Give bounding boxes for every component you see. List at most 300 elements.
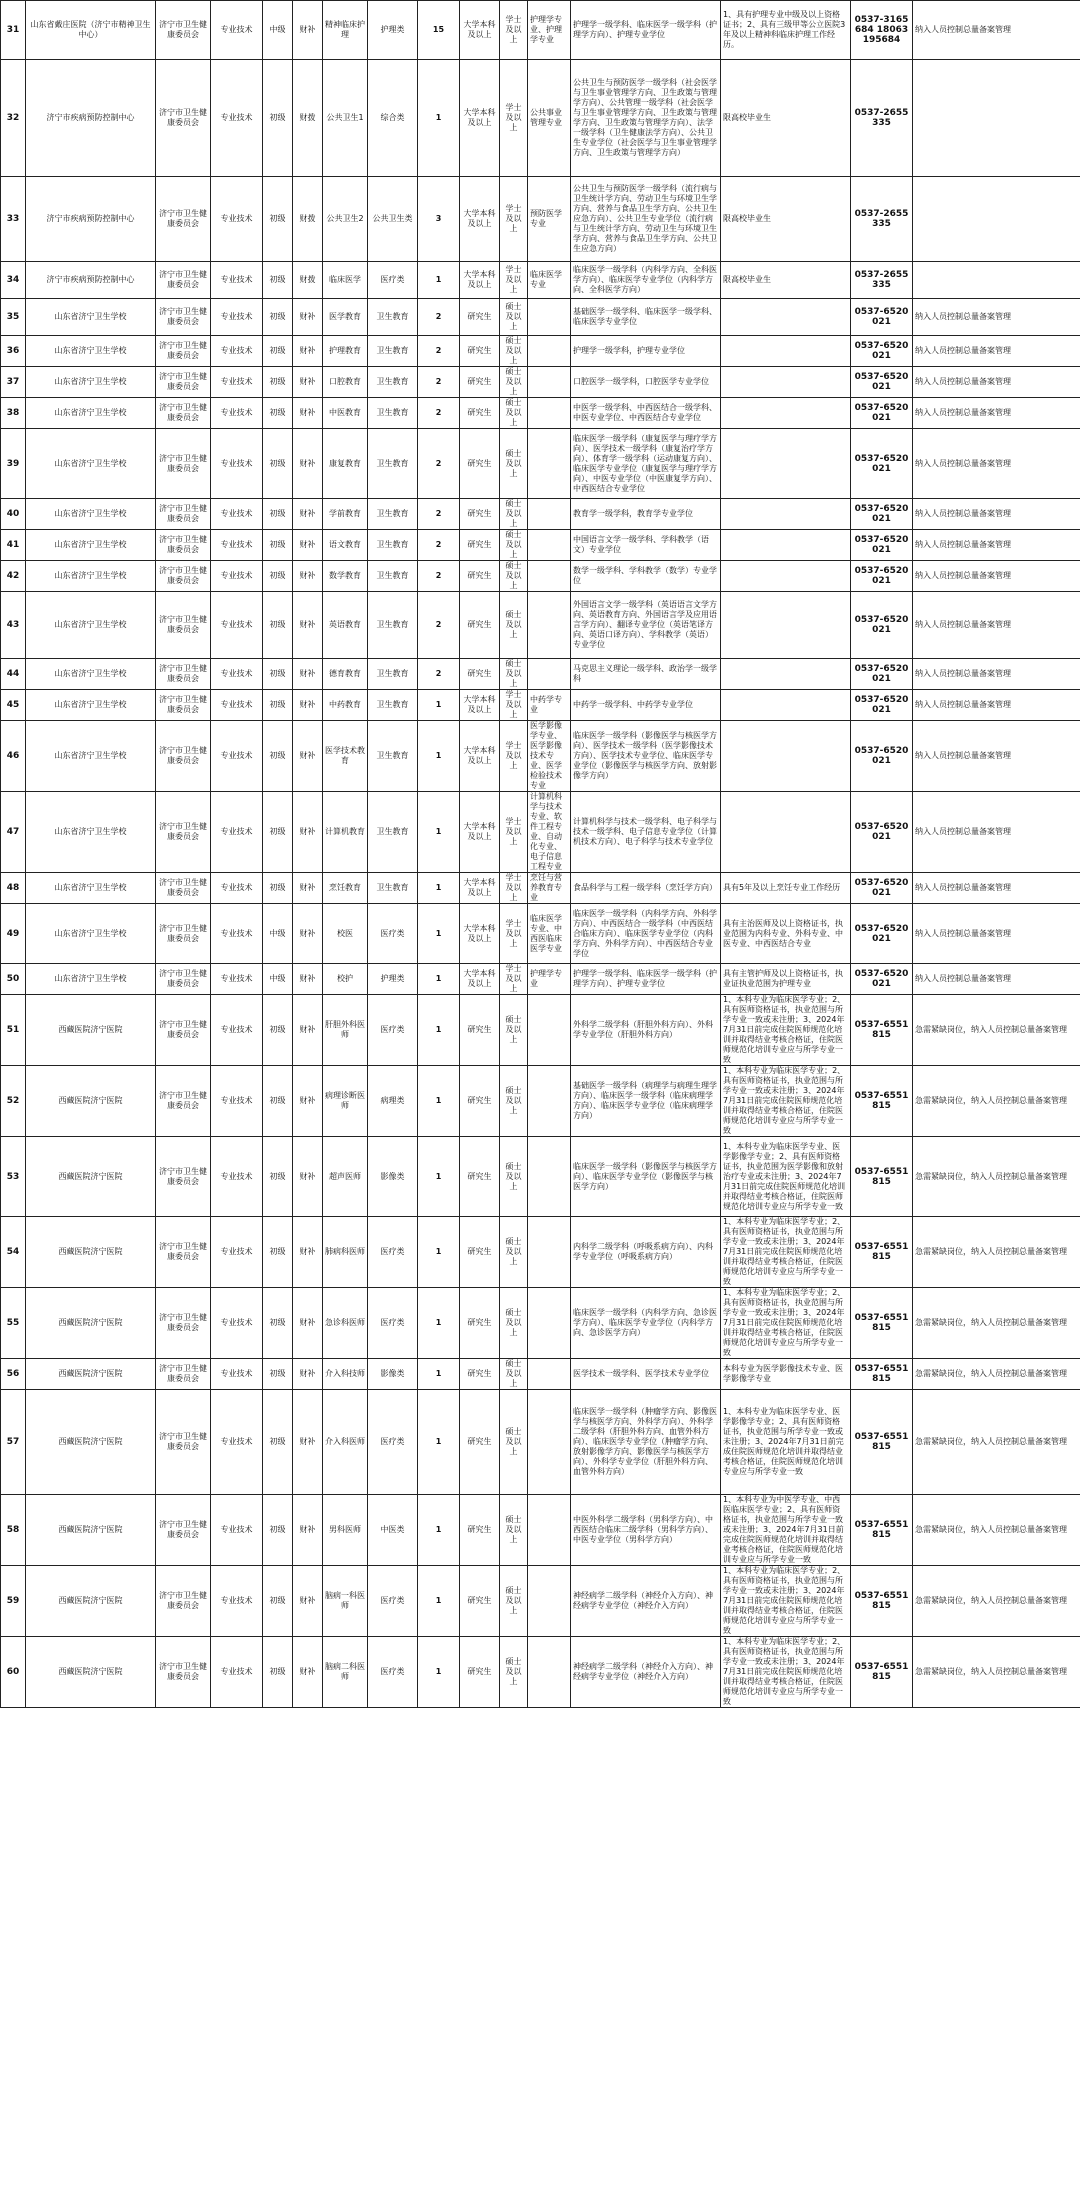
table-row: [1, 1288, 1080, 1359]
cell-grad-major: 马克思主义理论一级学科、政治学一级学科: [571, 659, 721, 690]
cell-contact-phone: 0537-6551815: [851, 1390, 913, 1495]
cell-post-type: 影像类: [368, 1137, 418, 1217]
cell-hire-count: 1: [418, 1359, 460, 1390]
cell-funding-type: 财补: [293, 1359, 323, 1390]
cell-department: 济宁市卫生健康委员会: [156, 659, 211, 690]
cell-post-level: 初级: [263, 1137, 293, 1217]
cell-unit-name: 山东省济宁卫生学校: [26, 530, 156, 561]
cell-post-type: 卫生教育: [368, 499, 418, 530]
cell-hire-count: 1: [418, 1495, 460, 1566]
cell-post-type: 卫生教育: [368, 429, 418, 499]
cell-row-number: 44: [1, 659, 26, 690]
cell-contact-phone: 0537-6520021: [851, 499, 913, 530]
cell-other-requirements: 1、本科专业为临床医学专业；2、具有医师资格证书，执业范围与所学专业一致或未注册；3、2024年7月31日前完成住院医师规范化培训并取得结业考核合格证，住院医师规范化培训专业应与所学专业一致: [721, 995, 851, 1066]
cell-degree: 硕士及以上: [500, 1359, 528, 1390]
cell-contact-phone: 0537-6551815: [851, 1288, 913, 1359]
cell-post-category: 专业技术: [211, 1066, 263, 1137]
cell-contact-phone: 0537-6551815: [851, 1495, 913, 1566]
cell-row-number: 50: [1, 964, 26, 995]
cell-post-level: 初级: [263, 262, 293, 299]
cell-row-number: 43: [1, 592, 26, 659]
cell-degree: 学士及以上: [500, 873, 528, 904]
cell-undergrad-major: [528, 1137, 571, 1217]
cell-contact-phone: 0537-6520021: [851, 873, 913, 904]
cell-remarks: 纳入人员控制总量备案管理: [913, 721, 1080, 792]
cell-remarks: 纳入人员控制总量备案管理: [913, 592, 1080, 659]
table-row: [1, 1066, 1080, 1137]
cell-education: 研究生: [460, 592, 500, 659]
cell-department: 济宁市卫生健康委员会: [156, 995, 211, 1066]
cell-grad-major: 口腔医学一级学科，口腔医学专业学位: [571, 367, 721, 398]
cell-contact-phone: 0537-6520021: [851, 659, 913, 690]
cell-undergrad-major: [528, 1495, 571, 1566]
cell-post-category: 专业技术: [211, 1390, 263, 1495]
cell-post-category: 专业技术: [211, 561, 263, 592]
cell-post-category: 专业技术: [211, 964, 263, 995]
cell-post-type: 护理类: [368, 964, 418, 995]
table-body: [1, 1, 1080, 1708]
cell-unit-name: 山东省济宁卫生学校: [26, 792, 156, 873]
cell-hire-count: 1: [418, 873, 460, 904]
cell-post-name: 中医教育: [323, 398, 368, 429]
table-row: [1, 873, 1080, 904]
cell-education: 研究生: [460, 659, 500, 690]
cell-education: 研究生: [460, 1566, 500, 1637]
cell-other-requirements: 1、本科专业为临床医学专业、医学影像学专业；2、具有医师资格证书，执业范围为医学影像和放射治疗专业或未注册；3、2024年7月31日前完成住院医师规范化培训并取得结业考核合格证，住院医师规范化培训专业应与所学专业一致: [721, 1137, 851, 1217]
cell-department: 济宁市卫生健康委员会: [156, 592, 211, 659]
cell-contact-phone: 0537-6520021: [851, 561, 913, 592]
cell-row-number: 57: [1, 1390, 26, 1495]
cell-undergrad-major: [528, 367, 571, 398]
cell-post-name: 公共卫生2: [323, 177, 368, 262]
cell-hire-count: 1: [418, 1566, 460, 1637]
cell-row-number: 54: [1, 1217, 26, 1288]
cell-degree: 硕士及以上: [500, 995, 528, 1066]
cell-post-name: 介入科技师: [323, 1359, 368, 1390]
cell-unit-name: 山东省济宁卫生学校: [26, 964, 156, 995]
cell-post-type: 卫生教育: [368, 792, 418, 873]
table-row: [1, 429, 1080, 499]
cell-post-type: 中医类: [368, 1495, 418, 1566]
cell-department: 济宁市卫生健康委员会: [156, 367, 211, 398]
cell-row-number: 59: [1, 1566, 26, 1637]
cell-grad-major: 教育学一级学科，教育学专业学位: [571, 499, 721, 530]
cell-education: 研究生: [460, 1637, 500, 1708]
cell-undergrad-major: 医学影像学专业、医学影像技术专业、医学检验技术专业: [528, 721, 571, 792]
cell-remarks: 急需紧缺岗位，纳入人员控制总量备案管理: [913, 1217, 1080, 1288]
table-row: [1, 1, 1080, 60]
table-row: [1, 659, 1080, 690]
cell-row-number: 33: [1, 177, 26, 262]
cell-department: 济宁市卫生健康委员会: [156, 792, 211, 873]
cell-department: 济宁市卫生健康委员会: [156, 1390, 211, 1495]
cell-post-category: 专业技术: [211, 1, 263, 60]
cell-grad-major: 外科学二级学科（肝胆外科方向）、外科学专业学位（肝胆外科方向）: [571, 995, 721, 1066]
cell-row-number: 48: [1, 873, 26, 904]
cell-undergrad-major: 公共事业管理专业: [528, 60, 571, 177]
cell-row-number: 49: [1, 904, 26, 964]
cell-other-requirements: 具有主管护师及以上资格证书，执业证执业范围为护理专业: [721, 964, 851, 995]
cell-undergrad-major: [528, 659, 571, 690]
cell-post-type: 卫生教育: [368, 398, 418, 429]
cell-education: 大学本科及以上: [460, 1, 500, 60]
cell-degree: 硕士及以上: [500, 398, 528, 429]
cell-post-type: 公共卫生类: [368, 177, 418, 262]
table-row: [1, 262, 1080, 299]
cell-hire-count: 1: [418, 1288, 460, 1359]
cell-hire-count: 1: [418, 1066, 460, 1137]
cell-other-requirements: 1、本科专业为临床医学专业；2、具有医师资格证书，执业范围与所学专业一致或未注册；3、2024年7月31日前完成住院医师规范化培训并取得结业考核合格证，住院医师规范化培训专业应与所学专业一致: [721, 1637, 851, 1708]
cell-funding-type: 财拨: [293, 262, 323, 299]
cell-grad-major: 中医外科学二级学科（男科学方向）、中西医结合临床二级学科（男科学方向）、中医专业学位（男科学方向）: [571, 1495, 721, 1566]
cell-unit-name: 济宁市疾病预防控制中心: [26, 177, 156, 262]
cell-post-category: 专业技术: [211, 262, 263, 299]
cell-grad-major: 临床医学一级学科（肿瘤学方向、影像医学与核医学方向、外科学方向）、外科学二级学科（肝胆外科方向、血管外科方向）、临床医学专业学位（肿瘤学方向、放射影像学方向、影像医学与核医学方向）、外科学专业学位（肝胆外科方向、血管外科方向）: [571, 1390, 721, 1495]
cell-post-name: 语文教育: [323, 530, 368, 561]
cell-grad-major: 数学一级学科、学科教学（数学）专业学位: [571, 561, 721, 592]
cell-unit-name: 山东省济宁卫生学校: [26, 429, 156, 499]
cell-post-level: 初级: [263, 690, 293, 721]
cell-remarks: 纳入人员控制总量备案管理: [913, 299, 1080, 336]
cell-remarks: 纳入人员控制总量备案管理: [913, 429, 1080, 499]
cell-education: 大学本科及以上: [460, 721, 500, 792]
cell-degree: 硕士及以上: [500, 561, 528, 592]
cell-post-level: 中级: [263, 1, 293, 60]
cell-post-category: 专业技术: [211, 1637, 263, 1708]
cell-other-requirements: 具有5年及以上烹饪专业工作经历: [721, 873, 851, 904]
cell-education: 研究生: [460, 1137, 500, 1217]
cell-row-number: 51: [1, 995, 26, 1066]
cell-row-number: 38: [1, 398, 26, 429]
cell-post-name: 超声医师: [323, 1137, 368, 1217]
cell-funding-type: 财补: [293, 367, 323, 398]
cell-row-number: 42: [1, 561, 26, 592]
cell-department: 济宁市卫生健康委员会: [156, 530, 211, 561]
cell-row-number: 40: [1, 499, 26, 530]
cell-row-number: 34: [1, 262, 26, 299]
cell-post-level: 初级: [263, 177, 293, 262]
cell-post-level: 初级: [263, 659, 293, 690]
cell-grad-major: 临床医学一级学科（内科学方向、急诊医学方向）、临床医学专业学位（内科学方向、急诊医学方向）: [571, 1288, 721, 1359]
cell-remarks: 急需紧缺岗位，纳入人员控制总量备案管理: [913, 1637, 1080, 1708]
cell-department: 济宁市卫生健康委员会: [156, 1, 211, 60]
cell-funding-type: 财补: [293, 904, 323, 964]
cell-unit-name: 山东省济宁卫生学校: [26, 367, 156, 398]
cell-unit-name: 西藏医院济宁医院: [26, 1495, 156, 1566]
cell-row-number: 58: [1, 1495, 26, 1566]
cell-hire-count: 2: [418, 299, 460, 336]
cell-post-category: 专业技术: [211, 995, 263, 1066]
cell-degree: 硕士及以上: [500, 1137, 528, 1217]
cell-contact-phone: 0537-6520021: [851, 429, 913, 499]
cell-unit-name: 济宁市疾病预防控制中心: [26, 262, 156, 299]
cell-post-name: 脑病一科医师: [323, 1566, 368, 1637]
cell-post-category: 专业技术: [211, 904, 263, 964]
cell-other-requirements: 1、本科专业为临床医学专业；2、具有医师资格证书，执业范围与所学专业一致或未注册；3、2024年7月31日前完成住院医师规范化培训并取得结业考核合格证，住院医师规范化培训专业应与所学专业一致: [721, 1066, 851, 1137]
cell-post-category: 专业技术: [211, 429, 263, 499]
cell-post-name: 介入科医师: [323, 1390, 368, 1495]
cell-hire-count: 15: [418, 1, 460, 60]
cell-post-type: 卫生教育: [368, 367, 418, 398]
cell-degree: 硕士及以上: [500, 1390, 528, 1495]
cell-post-type: 卫生教育: [368, 561, 418, 592]
table-row: [1, 792, 1080, 873]
cell-post-name: 临床医学: [323, 262, 368, 299]
cell-row-number: 46: [1, 721, 26, 792]
table-row: [1, 530, 1080, 561]
table-row: [1, 1137, 1080, 1217]
cell-department: 济宁市卫生健康委员会: [156, 873, 211, 904]
cell-post-name: 病理诊断医师: [323, 1066, 368, 1137]
cell-contact-phone: 0537-6520021: [851, 299, 913, 336]
cell-degree: 硕士及以上: [500, 299, 528, 336]
cell-hire-count: 1: [418, 964, 460, 995]
table-row: [1, 1637, 1080, 1708]
cell-post-level: 初级: [263, 398, 293, 429]
cell-degree: 硕士及以上: [500, 592, 528, 659]
cell-post-level: 中级: [263, 904, 293, 964]
cell-hire-count: 1: [418, 1137, 460, 1217]
cell-grad-major: 医学技术一级学科、医学技术专业学位: [571, 1359, 721, 1390]
cell-unit-name: 山东省济宁卫生学校: [26, 904, 156, 964]
cell-degree: 学士及以上: [500, 792, 528, 873]
cell-row-number: 47: [1, 792, 26, 873]
cell-department: 济宁市卫生健康委员会: [156, 904, 211, 964]
cell-unit-name: 西藏医院济宁医院: [26, 1066, 156, 1137]
cell-post-type: 护理类: [368, 1, 418, 60]
cell-undergrad-major: [528, 1566, 571, 1637]
cell-contact-phone: 0537-6520021: [851, 690, 913, 721]
cell-unit-name: 山东省济宁卫生学校: [26, 659, 156, 690]
cell-post-category: 专业技术: [211, 499, 263, 530]
cell-post-category: 专业技术: [211, 1566, 263, 1637]
cell-other-requirements: 限高校毕业生: [721, 60, 851, 177]
cell-education: 研究生: [460, 1288, 500, 1359]
cell-contact-phone: 0537-6520021: [851, 367, 913, 398]
cell-post-type: 医疗类: [368, 904, 418, 964]
cell-unit-name: 西藏医院济宁医院: [26, 1217, 156, 1288]
cell-post-name: 男科医师: [323, 1495, 368, 1566]
cell-remarks: 纳入人员控制总量备案管理: [913, 499, 1080, 530]
cell-post-level: 初级: [263, 367, 293, 398]
cell-undergrad-major: [528, 1217, 571, 1288]
cell-unit-name: 西藏医院济宁医院: [26, 1288, 156, 1359]
cell-degree: 硕士及以上: [500, 1288, 528, 1359]
cell-education: 大学本科及以上: [460, 873, 500, 904]
cell-undergrad-major: [528, 561, 571, 592]
cell-post-name: 脑病二科医师: [323, 1637, 368, 1708]
cell-education: 研究生: [460, 530, 500, 561]
cell-remarks: 纳入人员控制总量备案管理: [913, 1, 1080, 60]
cell-row-number: 55: [1, 1288, 26, 1359]
cell-other-requirements: [721, 721, 851, 792]
cell-post-category: 专业技术: [211, 530, 263, 561]
cell-post-name: 德育教育: [323, 659, 368, 690]
cell-remarks: 纳入人员控制总量备案管理: [913, 530, 1080, 561]
cell-post-category: 专业技术: [211, 690, 263, 721]
cell-post-level: 初级: [263, 299, 293, 336]
cell-post-level: 初级: [263, 792, 293, 873]
cell-unit-name: 山东省济宁卫生学校: [26, 336, 156, 367]
table-row: [1, 336, 1080, 367]
cell-contact-phone: 0537-3165684 18063195684: [851, 1, 913, 60]
cell-post-name: 肺病科医师: [323, 1217, 368, 1288]
cell-department: 济宁市卫生健康委员会: [156, 177, 211, 262]
cell-hire-count: 2: [418, 398, 460, 429]
cell-post-name: 肝胆外科医师: [323, 995, 368, 1066]
cell-degree: 硕士及以上: [500, 530, 528, 561]
cell-grad-major: 基础医学一级学科（病理学与病理生理学方向）、临床医学一级学科（临床病理学方向）、临床医学专业学位（临床病理学方向）: [571, 1066, 721, 1137]
cell-remarks: 急需紧缺岗位，纳入人员控制总量备案管理: [913, 1066, 1080, 1137]
cell-funding-type: 财拨: [293, 177, 323, 262]
cell-unit-name: 山东省济宁卫生学校: [26, 561, 156, 592]
cell-contact-phone: 0537-6551815: [851, 1066, 913, 1137]
cell-undergrad-major: [528, 429, 571, 499]
cell-contact-phone: 0537-6520021: [851, 904, 913, 964]
table-row: [1, 367, 1080, 398]
cell-post-category: 专业技术: [211, 592, 263, 659]
cell-post-name: 校护: [323, 964, 368, 995]
cell-row-number: 41: [1, 530, 26, 561]
cell-hire-count: 2: [418, 561, 460, 592]
cell-contact-phone: 0537-6520021: [851, 398, 913, 429]
cell-other-requirements: 具有主治医师及以上资格证书，执业范围为内科专业、外科专业、中医专业、中西医结合专业: [721, 904, 851, 964]
cell-degree: 硕士及以上: [500, 1495, 528, 1566]
cell-post-level: 初级: [263, 1495, 293, 1566]
cell-other-requirements: [721, 530, 851, 561]
cell-post-category: 专业技术: [211, 1495, 263, 1566]
cell-post-type: 卫生教育: [368, 721, 418, 792]
cell-education: 研究生: [460, 1217, 500, 1288]
cell-grad-major: 内科学二级学科（呼吸系病方向）、内科学专业学位（呼吸系病方向）: [571, 1217, 721, 1288]
cell-degree: 硕士及以上: [500, 1637, 528, 1708]
cell-post-level: 初级: [263, 1066, 293, 1137]
cell-other-requirements: [721, 367, 851, 398]
cell-row-number: 37: [1, 367, 26, 398]
cell-funding-type: 财补: [293, 792, 323, 873]
cell-remarks: 急需紧缺岗位，纳入人员控制总量备案管理: [913, 1495, 1080, 1566]
cell-remarks: 急需紧缺岗位，纳入人员控制总量备案管理: [913, 1390, 1080, 1495]
cell-hire-count: 3: [418, 177, 460, 262]
cell-degree: 硕士及以上: [500, 1566, 528, 1637]
cell-unit-name: 山东省济宁卫生学校: [26, 299, 156, 336]
cell-funding-type: 财补: [293, 336, 323, 367]
cell-education: 大学本科及以上: [460, 60, 500, 177]
cell-contact-phone: 0537-6520021: [851, 336, 913, 367]
cell-row-number: 52: [1, 1066, 26, 1137]
cell-unit-name: 山东省济宁卫生学校: [26, 721, 156, 792]
cell-contact-phone: 0537-6551815: [851, 995, 913, 1066]
cell-remarks: 纳入人员控制总量备案管理: [913, 873, 1080, 904]
table-row: [1, 561, 1080, 592]
cell-post-type: 医疗类: [368, 1566, 418, 1637]
cell-hire-count: 2: [418, 659, 460, 690]
cell-unit-name: 西藏医院济宁医院: [26, 1137, 156, 1217]
cell-degree: 学士及以上: [500, 690, 528, 721]
cell-post-level: 初级: [263, 1390, 293, 1495]
cell-post-type: 医疗类: [368, 1288, 418, 1359]
cell-undergrad-major: [528, 1066, 571, 1137]
cell-post-level: 初级: [263, 60, 293, 177]
cell-unit-name: 山东省济宁卫生学校: [26, 499, 156, 530]
cell-remarks: 急需紧缺岗位，纳入人员控制总量备案管理: [913, 1288, 1080, 1359]
table-row: [1, 995, 1080, 1066]
cell-education: 研究生: [460, 1390, 500, 1495]
cell-department: 济宁市卫生健康委员会: [156, 60, 211, 177]
cell-grad-major: 公共卫生与预防医学一级学科（流行病与卫生统计学方向、劳动卫生与环境卫生学方向、营养与食品卫生学方向、公共卫生应急方向）、公共卫生专业学位（流行病与卫生统计学方向、劳动卫生与环境卫生学方向、营养与食品卫生学方向、公共卫生应急方向）: [571, 177, 721, 262]
cell-post-type: 卫生教育: [368, 690, 418, 721]
cell-post-type: 医疗类: [368, 262, 418, 299]
cell-degree: 学士及以上: [500, 904, 528, 964]
cell-grad-major: 中药学一级学科、中药学专业学位: [571, 690, 721, 721]
cell-post-category: 专业技术: [211, 659, 263, 690]
cell-post-type: 卫生教育: [368, 592, 418, 659]
cell-department: 济宁市卫生健康委员会: [156, 690, 211, 721]
cell-contact-phone: 0537-6520021: [851, 530, 913, 561]
cell-post-type: 医疗类: [368, 1637, 418, 1708]
table-row: [1, 1495, 1080, 1566]
cell-unit-name: 山东省济宁卫生学校: [26, 398, 156, 429]
cell-post-type: 医疗类: [368, 1217, 418, 1288]
cell-degree: 学士及以上: [500, 1, 528, 60]
cell-funding-type: 财补: [293, 1637, 323, 1708]
cell-department: 济宁市卫生健康委员会: [156, 499, 211, 530]
cell-other-requirements: 1、本科专业为中医学专业、中西医临床医学专业；2、具有医师资格证书，执业范围与所学专业一致或未注册；3、2024年7月31日前完成住院医师规范化培训并取得结业考核合格证，住院医师规范化培训专业应与所学专业一致: [721, 1495, 851, 1566]
cell-post-level: 初级: [263, 429, 293, 499]
cell-undergrad-major: [528, 499, 571, 530]
cell-undergrad-major: [528, 398, 571, 429]
table-row: [1, 690, 1080, 721]
cell-grad-major: 护理学一级学科、临床医学一级学科（护理学方向）、护理专业学位: [571, 1, 721, 60]
cell-post-name: 医学技术教育: [323, 721, 368, 792]
cell-remarks: 纳入人员控制总量备案管理: [913, 398, 1080, 429]
table-row: [1, 499, 1080, 530]
cell-other-requirements: 1、本科专业为临床医学专业；2、具有医师资格证书，执业范围与所学专业一致或未注册；3、2024年7月31日前完成住院医师规范化培训并取得结业考核合格证，住院医师规范化培训专业应与所学专业一致: [721, 1566, 851, 1637]
cell-funding-type: 财补: [293, 1566, 323, 1637]
cell-unit-name: 西藏医院济宁医院: [26, 1390, 156, 1495]
cell-post-name: 护理教育: [323, 336, 368, 367]
cell-post-category: 专业技术: [211, 1288, 263, 1359]
cell-grad-major: 临床医学一级学科（内科学方向、外科学方向）、中西医结合一级学科（中西医结合临床方向）、临床医学专业学位（内科学方向、外科学方向）、中西医结合专业学位: [571, 904, 721, 964]
cell-contact-phone: 0537-6520021: [851, 592, 913, 659]
cell-post-type: 综合类: [368, 60, 418, 177]
cell-remarks: 纳入人员控制总量备案管理: [913, 561, 1080, 592]
cell-grad-major: 神经病学二级学科（神经介入方向）、神经病学专业学位（神经介入方向）: [571, 1566, 721, 1637]
cell-post-name: 急诊科医师: [323, 1288, 368, 1359]
cell-post-level: 中级: [263, 964, 293, 995]
table-row: [1, 398, 1080, 429]
cell-department: 济宁市卫生健康委员会: [156, 398, 211, 429]
cell-hire-count: 1: [418, 995, 460, 1066]
cell-other-requirements: 本科专业为医学影像技术专业、医学影像学专业: [721, 1359, 851, 1390]
cell-hire-count: 1: [418, 904, 460, 964]
cell-education: 研究生: [460, 299, 500, 336]
cell-hire-count: 1: [418, 792, 460, 873]
cell-department: 济宁市卫生健康委员会: [156, 561, 211, 592]
cell-post-level: 初级: [263, 1288, 293, 1359]
cell-department: 济宁市卫生健康委员会: [156, 1359, 211, 1390]
cell-funding-type: 财补: [293, 1390, 323, 1495]
cell-unit-name: 西藏医院济宁医院: [26, 1359, 156, 1390]
cell-education: 研究生: [460, 367, 500, 398]
cell-post-category: 专业技术: [211, 873, 263, 904]
cell-department: 济宁市卫生健康委员会: [156, 721, 211, 792]
cell-post-name: 烹饪教育: [323, 873, 368, 904]
cell-degree: 学士及以上: [500, 60, 528, 177]
cell-post-category: 专业技术: [211, 398, 263, 429]
cell-contact-phone: 0537-6551815: [851, 1637, 913, 1708]
cell-row-number: 56: [1, 1359, 26, 1390]
